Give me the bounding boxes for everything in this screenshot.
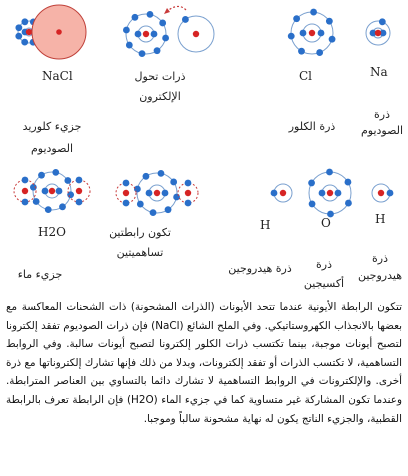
h-atom-right-electron bbox=[387, 190, 394, 197]
bonding-o-electron bbox=[134, 186, 141, 193]
sodium-atom-label-1: ذرة bbox=[374, 108, 390, 121]
transfer-cl-electron bbox=[162, 35, 169, 42]
transfer-na-electron bbox=[182, 16, 189, 23]
na-ion-electron bbox=[15, 24, 22, 31]
transfer-cl-electron bbox=[159, 20, 166, 27]
atom-shapes bbox=[14, 5, 393, 217]
na-ion-electron bbox=[21, 18, 28, 25]
cl-atom-nucleus bbox=[309, 30, 315, 36]
bonding-o-electron bbox=[158, 170, 165, 177]
o-atom-electron bbox=[309, 201, 316, 208]
transfer-cl-electron bbox=[126, 42, 133, 49]
bonding-h-left-electron bbox=[123, 180, 130, 187]
hydrogen-atom-right-label-1: ذرة bbox=[372, 252, 388, 265]
water-o-electron bbox=[45, 206, 52, 213]
transfer-cl-electron bbox=[123, 27, 130, 34]
cl-atom-electron bbox=[316, 49, 323, 56]
cl-atom-electron bbox=[329, 36, 336, 43]
bonding-o-electron bbox=[165, 206, 172, 213]
cl-ion-nucleus bbox=[56, 29, 62, 35]
water-o-nucleus bbox=[49, 188, 55, 194]
water-o-electron bbox=[56, 188, 63, 195]
na-atom-electron bbox=[379, 18, 386, 25]
o-label: O bbox=[321, 216, 331, 230]
bonding-o-nucleus bbox=[154, 190, 160, 196]
cl-atom-electron bbox=[326, 18, 333, 25]
water-o-electron bbox=[52, 169, 59, 176]
water-h-left-electron bbox=[22, 177, 29, 184]
o-atom-electron bbox=[308, 180, 315, 187]
o-atom-electron bbox=[319, 190, 326, 197]
bonding-o-electron bbox=[143, 173, 150, 180]
transfer-cl-nucleus bbox=[143, 31, 149, 37]
water-h-right-electron bbox=[76, 199, 83, 206]
cl-atom-electron bbox=[300, 30, 307, 37]
na-ion-electron bbox=[15, 33, 22, 40]
h-right-label: H bbox=[375, 212, 386, 226]
bonding-o-electron bbox=[146, 190, 153, 197]
oxygen-atom-label-1: ذرة bbox=[316, 258, 332, 271]
nacl-molecule-label-1: جزيء كلوريد bbox=[22, 120, 82, 133]
covalent-bonds-label-1: تكون رابطتين bbox=[109, 226, 171, 239]
h2o-label: H2O bbox=[38, 225, 66, 239]
water-o-electron bbox=[59, 203, 66, 210]
o-atom-electron bbox=[335, 190, 342, 197]
bonding-h-right-electron bbox=[185, 180, 192, 187]
explanation-paragraph bbox=[6, 298, 402, 428]
arrow-head bbox=[164, 8, 170, 14]
covalent-bonds-label-2: تساهميتين bbox=[116, 246, 164, 259]
electron-transfer-label-1: ذرات تحول bbox=[134, 70, 186, 83]
water-o-electron bbox=[38, 172, 45, 179]
bonding-h-left-nucleus bbox=[123, 190, 129, 196]
o-atom-electron bbox=[326, 169, 333, 176]
water-h-right-electron bbox=[76, 177, 83, 184]
na-ion-nucleus bbox=[26, 29, 32, 35]
nacl-label: NaCl bbox=[42, 69, 73, 83]
electron-transfer-label-2: الإلكترون bbox=[139, 90, 181, 103]
bonding-o-electron bbox=[173, 194, 180, 201]
na-ion-electron bbox=[21, 39, 28, 46]
na-label: Na bbox=[370, 65, 388, 79]
water-h-left-nucleus bbox=[22, 188, 28, 194]
h-left-label: H bbox=[260, 218, 271, 232]
hydrogen-atom-left-label: ذرة هيدروجين bbox=[228, 262, 292, 275]
transfer-cl-electron bbox=[132, 14, 139, 21]
h-atom-right-nucleus bbox=[378, 190, 384, 196]
water-o-electron bbox=[42, 188, 49, 195]
transfer-cl-electron bbox=[139, 50, 146, 57]
o-atom-electron bbox=[345, 179, 352, 186]
cl-atom-electron bbox=[293, 15, 300, 22]
sodium-atom-label-2: الصوديوم bbox=[360, 124, 404, 137]
bonding-o-electron bbox=[170, 179, 177, 186]
chlorine-atom-label: ذرة الكلور bbox=[288, 120, 336, 133]
cl-atom-electron bbox=[318, 30, 325, 37]
oxygen-atom-label-2: أكسيجين bbox=[303, 277, 345, 290]
bonding-h-right-electron bbox=[185, 200, 192, 207]
cl-atom-electron bbox=[298, 48, 305, 55]
bonding-o-electron bbox=[150, 209, 157, 216]
cl-label: Cl bbox=[299, 69, 313, 83]
transfer-cl-electron bbox=[147, 11, 154, 18]
h-atom-left-electron bbox=[271, 190, 278, 197]
na-atom-nucleus bbox=[375, 30, 381, 36]
bonding-o-electron bbox=[162, 190, 169, 197]
h-atom-left-nucleus bbox=[280, 190, 286, 196]
paragraph-text: تتكون الرابطة الأيونية عندما تتحد الأيونات (الذرات المشحونة) ذات الشحنات المعاكسة مع بعضها بالانجذاب الكهروستاتيكي. وفي الملح الشائع (NaCl) فإن ذرات الصوديوم تفقد إلكترونا لتصبح أيونات موجبة، بينما تكتسب ذرات الكلور إلكترونا لتصبح أيونات سالبة. وفي الروابط التساهمية، لا تكتسب الذرات أو تفقد إلكترونات، وبدلا من ذلك فإنها تشارك إلكتروناتها مع ذرة أخرى. والإلكترونات في الروابط التساهمية لا تشارك دائما بالتساوي بين العناصر المترابطة. وعندما تكون المشاركة غير متساوية كما في جزيء الماء (H2O) فإن الرابطة تعرف بالرابطة القطبية، والجزيء الناتج يكون له نهاية مشحونة سالباً وموجبا. bbox=[6, 301, 402, 425]
bonding-h-left-electron bbox=[123, 200, 130, 207]
water-o-electron bbox=[33, 198, 40, 205]
bonding-o-electron bbox=[137, 201, 144, 208]
water-molecule-label: جزيء ماء bbox=[17, 268, 63, 281]
water-o-electron bbox=[64, 177, 71, 184]
cl-atom-electron bbox=[288, 33, 295, 40]
hydrogen-atom-right-label-2: هيدروجين bbox=[357, 269, 403, 282]
nacl-molecule-label-2: الصوديوم bbox=[30, 142, 74, 155]
o-atom-electron bbox=[345, 200, 352, 207]
transfer-cl-electron bbox=[154, 47, 161, 54]
bonding-h-right-nucleus bbox=[185, 190, 191, 196]
water-h-left-electron bbox=[22, 199, 29, 206]
transfer-cl-electron bbox=[135, 31, 142, 38]
o-atom-nucleus bbox=[327, 190, 333, 196]
transfer-na-nucleus bbox=[193, 31, 199, 37]
transfer-cl-electron bbox=[151, 31, 158, 38]
water-h-right-nucleus bbox=[76, 188, 82, 194]
cl-atom-electron bbox=[310, 9, 317, 16]
